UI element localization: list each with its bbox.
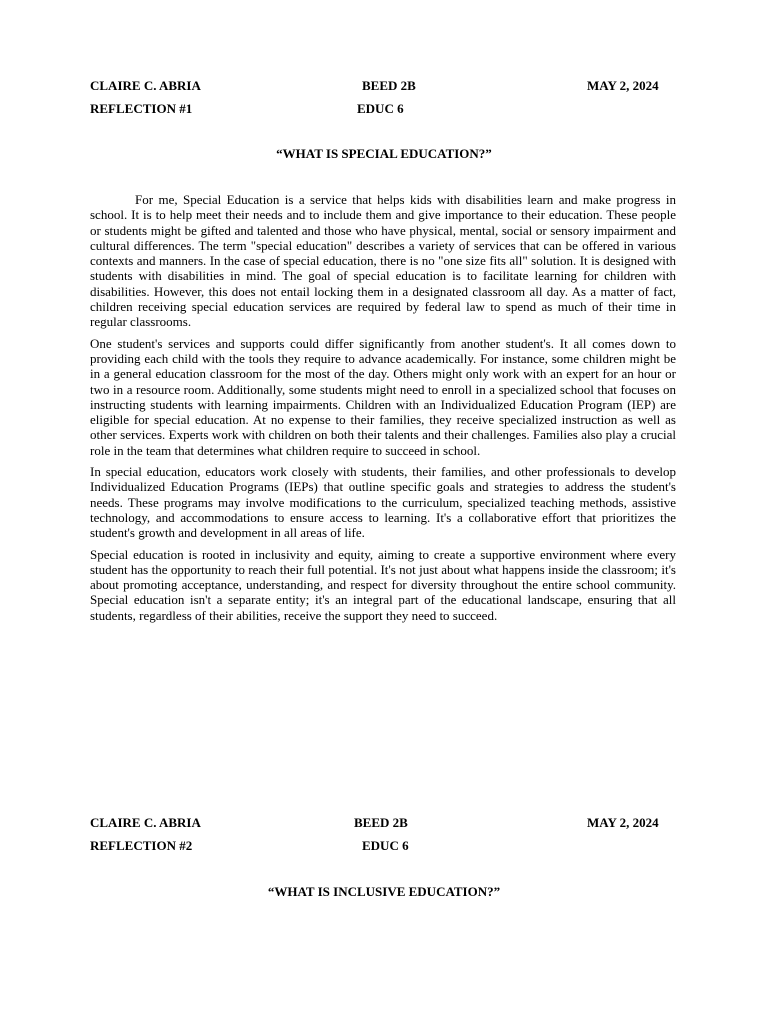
reflection-label-1: REFLECTION #1 (90, 101, 193, 116)
paragraph-3: In special education, educators work closely with students, their families, and other professionals to develop Individualized Education Programs (IEPs) that outline specific goals and strategies to address the student's needs. These programs may involve modifications to the curriculum, specialized teaching methods, assistive technology, and accommodations to ensure access to learning. It's a collaborative effort that prioritizes the student's growth and development in all areas of life. (90, 464, 676, 541)
student-name-1: CLAIRE C. ABRIA (90, 78, 201, 93)
section-1: BEED 2B (362, 78, 416, 93)
course-2: EDUC 6 (362, 838, 409, 853)
paragraph-2: One student's services and supports could differ significantly from another student's. It all comes down to providing each child with the tools they require to advance academically. For instance, some children might be in a general education classroom for the most of the day. Others might only work with an expert for an hour or two in a resource room. Additionally, some students might need to enroll in a specialized school that focuses on instructing students with learning impairments. Children with an Individualized Education Program (IEP) are eligible for special education. At no expense to their families, they receive specialized instruction as well as other services. Experts work with children on both their talents and their challenges. Families also play a crucial role in the team that determines what children require to succeed in school. (90, 335, 676, 458)
reflection-title-2: “WHAT IS INCLUSIVE EDUCATION?” (267, 884, 501, 899)
reflection-label-2: REFLECTION #2 (90, 838, 193, 853)
section-2: BEED 2B (354, 815, 408, 830)
student-name-2: CLAIRE C. ABRIA (90, 815, 201, 830)
paragraph-1: For me, Special Education is a service that helps kids with disabilities learn and make progress in school. It is to help meet their needs and to include them and give importance to their education. These people or students might be gifted and talented and those who have physical, mental, social or sensory impairment and cultural differences. The term "special education" describes a variety of services that can be offered in various contexts and manners. In the case of special education, there is no "one size fits all" solution. It is designed with students with disabilities in mind. The goal of special education is to facilitate learning for children with disabilities. However, this does not entail locking them in a designated classroom all day. As a matter of fact, children receiving special education services are required by federal law to spend as much of their time in regular classrooms. (90, 192, 676, 330)
reflection-body-1 (90, 192, 676, 629)
paragraph-4: Special education is rooted in inclusivity and equity, aiming to create a supportive environment where every student has the opportunity to reach their full potential. It's not just about what happens inside the classroom; it's about promoting acceptance, understanding, and respect for diversity throughout the entire school community. Special education isn't a separate entity; it's an integral part of the educational landscape, ensuring that all students, regardless of their abilities, receive the support they need to succeed. (90, 546, 676, 623)
course-1: EDUC 6 (357, 101, 404, 116)
date-2: MAY 2, 2024 (587, 815, 659, 830)
date-1: MAY 2, 2024 (587, 78, 659, 93)
reflection-title-1: “WHAT IS SPECIAL EDUCATION?” (276, 146, 492, 161)
